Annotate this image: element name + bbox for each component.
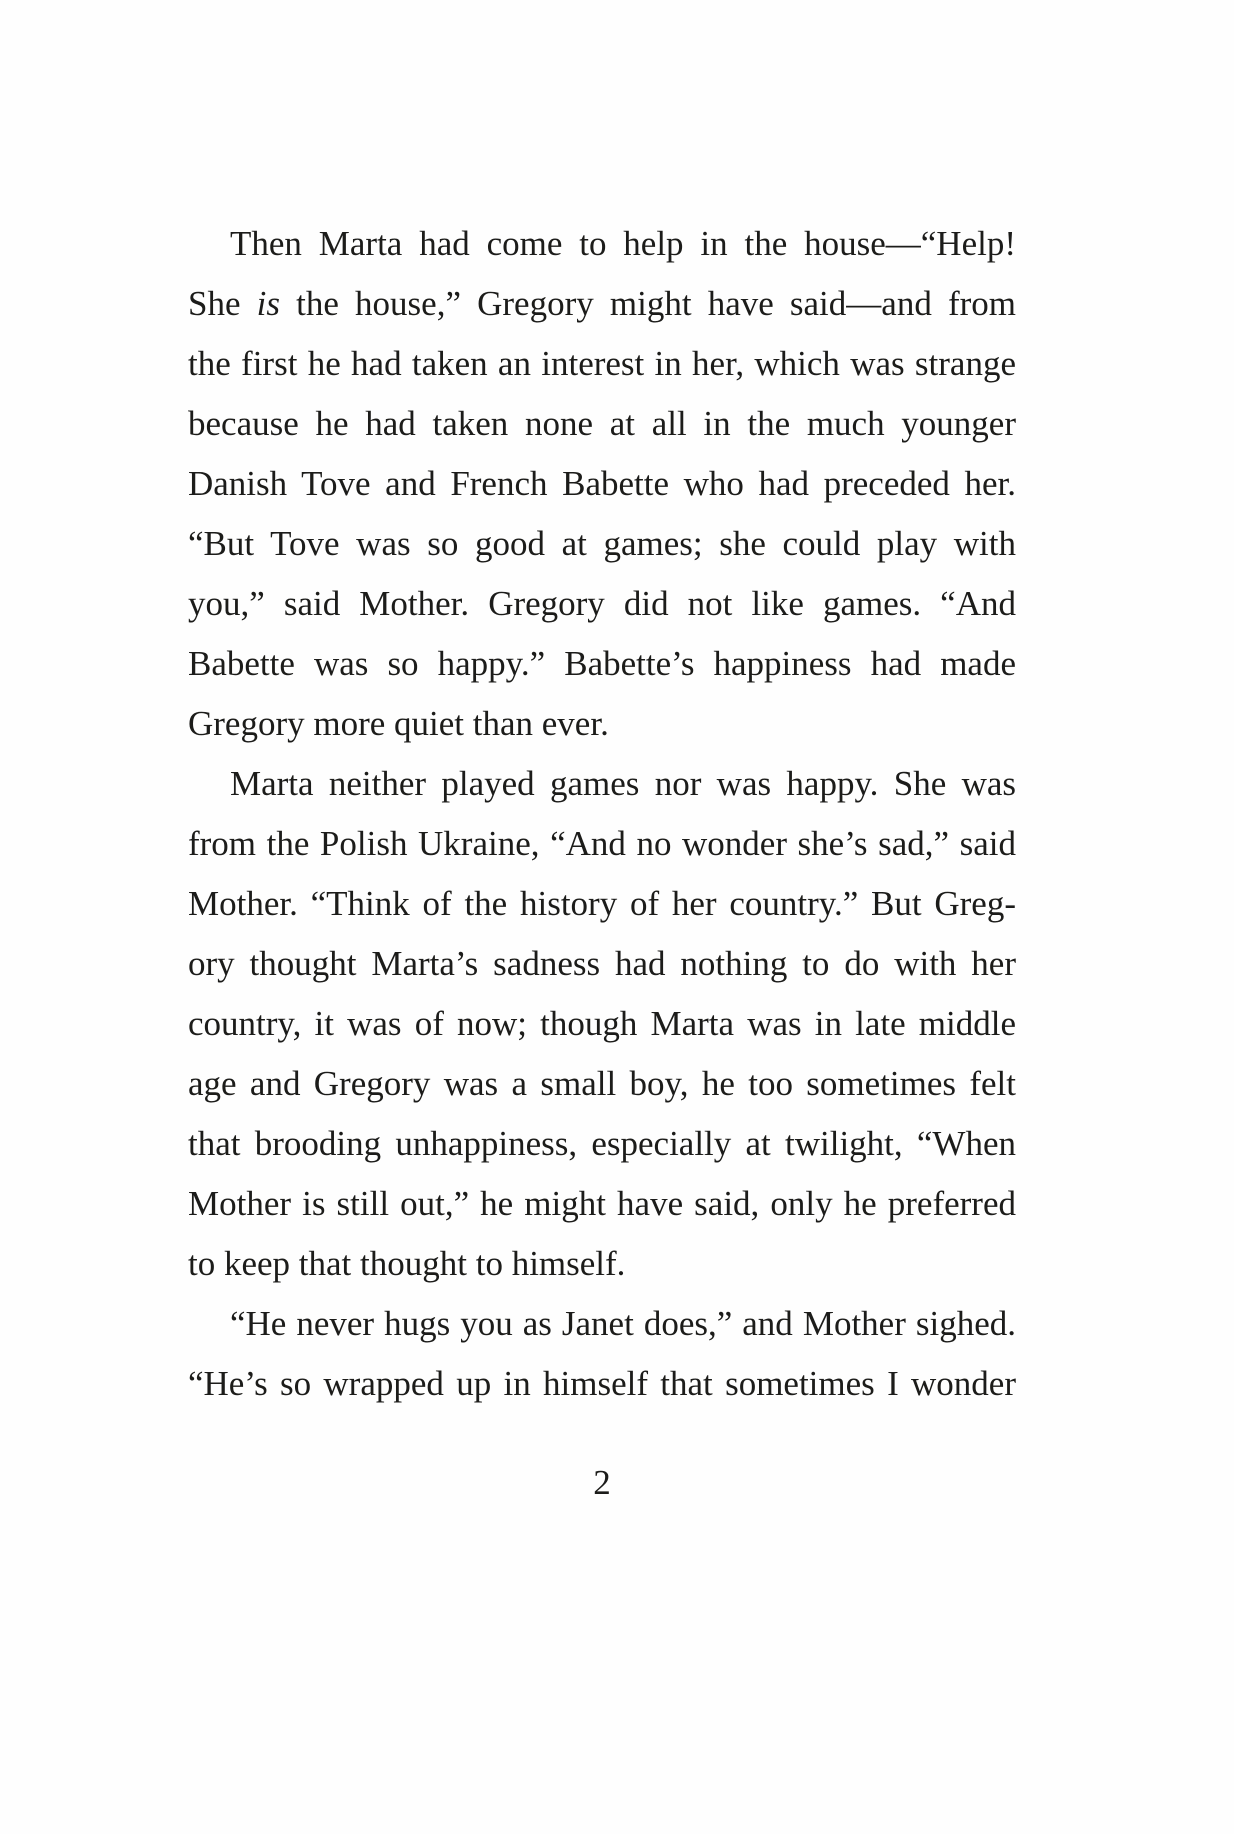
text-line [188,754,1016,814]
text-line [188,694,1016,754]
text-segment: country, it was of now; though Marta was in late middle [188,1004,1016,1043]
italic-text-segment: is [256,284,280,323]
text-segment: Babette was so happy.” Babette’s happiness had made [188,644,1016,683]
text-line [188,394,1016,454]
text-segment: “He never hugs you as Janet does,” and Mother sighed. [230,1304,1016,1343]
text-segment: “He’s so wrapped up in himself that sometimes I wonder [188,1364,1016,1403]
text-line [188,1294,1016,1354]
text-segment: that brooding unhappiness, especially at twilight, “When [188,1124,1016,1163]
text-segment: ory thought Marta’s sadness had nothing to do with her [188,944,1016,983]
text-block [188,214,1016,1414]
text-line [188,214,1016,274]
text-line [188,274,1016,334]
text-segment: Gregory more quiet than ever. [188,704,609,743]
text-segment: the house,” Gregory might have said—and from [280,284,1016,323]
text-segment: She [188,284,257,323]
text-line [188,574,1016,634]
text-segment: Marta neither played games nor was happy. She was [230,764,1016,803]
text-segment: to keep that thought to himself. [188,1244,626,1283]
text-line [188,514,1016,574]
text-line [188,874,1016,934]
text-line [188,1114,1016,1174]
text-line [188,1354,1016,1414]
text-line [188,634,1016,694]
text-segment: Then Marta had come to help in the house—“Help! [230,224,1016,263]
text-segment: “But Tove was so good at games; she could play with [188,524,1016,563]
text-line [188,454,1016,514]
text-line [188,934,1016,994]
paragraph-1 [188,214,1016,754]
text-segment: Mother is still out,” he might have said, only he preferred [188,1184,1016,1223]
text-segment: age and Gregory was a small boy, he too sometimes felt [188,1064,1016,1103]
text-segment: Mother. “Think of the history of her country.” But Greg- [188,884,1016,923]
text-segment: from the Polish Ukraine, “And no wonder she’s sad,” said [188,824,1016,863]
text-line [188,1174,1016,1234]
text-line [188,1234,1016,1294]
page-number: 2 [593,1463,611,1502]
text-segment: because he had taken none at all in the much younger [188,404,1016,443]
text-segment: you,” said Mother. Gregory did not like games. “And [188,584,1016,623]
text-segment: the first he had taken an interest in her, which was strange [188,344,1016,383]
text-line [188,334,1016,394]
text-line [188,994,1016,1054]
paragraph-3 [188,1294,1016,1414]
text-line [188,1054,1016,1114]
text-segment: Danish Tove and French Babette who had preceded her. [188,464,1016,503]
paragraph-2 [188,754,1016,1294]
text-line [188,814,1016,874]
